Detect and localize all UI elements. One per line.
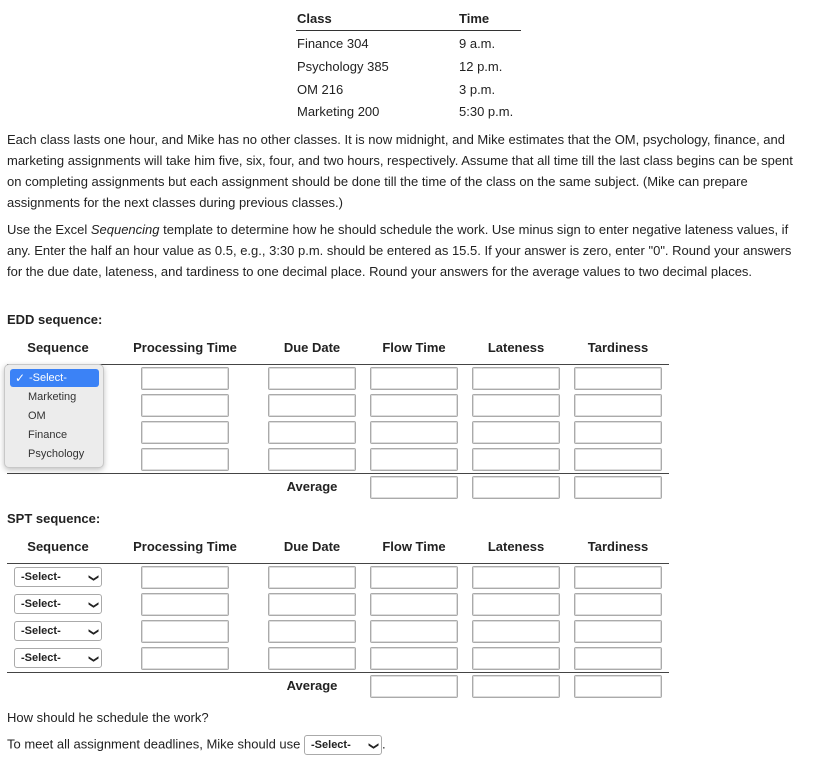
edd-col-flow-time: Flow Time [382,340,446,355]
edd-tardiness-input[interactable] [574,394,662,417]
schedule-header-divider [296,30,521,31]
spt-footer-divider [7,672,669,673]
edd-due-date-input[interactable] [268,421,356,444]
edd-tardiness-input[interactable] [574,448,662,471]
schedule-time-cell: 3 p.m. [459,82,496,97]
spt-processing-time-input[interactable] [141,566,229,589]
spt-processing-time-input[interactable] [141,620,229,643]
edd-col-sequence: Sequence [27,340,89,355]
edd-processing-time-input[interactable] [141,394,229,417]
edd-sequence-dropdown[interactable] [4,364,104,468]
dropdown-option-marketing[interactable]: Marketing [28,391,77,403]
spt-average-label: Average [286,678,338,693]
chevron-down-icon: ❯ [87,600,99,610]
time-column-header: Time [459,11,490,26]
edd-due-date-input[interactable] [268,367,356,390]
edd-footer-divider [7,473,669,474]
schedule-class-cell: OM 216 [297,82,344,97]
edd-lateness-input[interactable] [472,448,560,471]
edd-lateness-input[interactable] [472,421,560,444]
spt-due-date-input[interactable] [268,647,356,670]
spt-sequence-select[interactable]: -Select- ❯ [14,648,102,668]
edd-due-date-input[interactable] [268,448,356,471]
chevron-down-icon: ❯ [87,627,99,637]
schedule-class-cell: Finance 304 [297,36,369,51]
spt-sequence-select[interactable]: -Select- ❯ [14,594,102,614]
spt-avg-flow-time-input[interactable] [370,675,458,698]
edd-processing-time-input[interactable] [141,421,229,444]
edd-tardiness-input[interactable] [574,367,662,390]
spt-processing-time-input[interactable] [141,647,229,670]
edd-processing-time-input[interactable] [141,367,229,390]
edd-col-due-date: Due Date [283,340,341,355]
spt-lateness-input[interactable] [472,647,560,670]
spt-section-title: SPT sequence: [7,511,101,526]
edd-section-title: EDD sequence: [7,312,103,327]
spt-col-lateness: Lateness [487,539,545,554]
spt-due-date-input[interactable] [268,620,356,643]
edd-avg-lateness-input[interactable] [472,476,560,499]
spt-col-flow-time: Flow Time [382,539,446,554]
answer-sentence: To meet all assignment deadlines, Mike should use -Select- ❯ . [7,735,386,755]
dropdown-option-om[interactable]: OM [28,410,46,422]
spt-flow-time-input[interactable] [370,647,458,670]
spt-header-divider [7,563,669,564]
schedule-question: How should he schedule the work? [7,710,209,725]
spt-tardiness-input[interactable] [574,566,662,589]
problem-description: Each class lasts one hour, and Mike has no other classes. It is now midnight, and Mike estimates that the OM, psychology, finance, and marketing assignments will take him five, six, four, and two hours, respectively. Assume that all time till the last class begins can be spent on completing assignments but each assignment should be done till the time of the class on the same subject. (Mike can prepare assignments for the next classes during previous classes.) [7,132,793,210]
edd-flow-time-input[interactable] [370,448,458,471]
spt-avg-lateness-input[interactable] [472,675,560,698]
edd-header-divider [7,364,669,365]
spt-lateness-input[interactable] [472,566,560,589]
edd-col-tardiness: Tardiness [587,340,649,355]
spt-tardiness-input[interactable] [574,647,662,670]
spt-processing-time-input[interactable] [141,593,229,616]
schedule-time-cell: 9 a.m. [459,36,496,51]
edd-col-processing-time: Processing Time [133,340,237,355]
spt-lateness-input[interactable] [472,593,560,616]
edd-flow-time-input[interactable] [370,394,458,417]
schedule-time-cell: 5:30 p.m. [459,104,514,119]
dropdown-option-psychology[interactable]: Psychology [28,448,85,460]
chevron-down-icon: ❯ [87,654,99,664]
edd-avg-tardiness-input[interactable] [574,476,662,499]
spt-sequence-select[interactable]: -Select- ❯ [14,567,102,587]
chevron-down-icon: ❯ [367,741,379,751]
spt-due-date-input[interactable] [268,566,356,589]
spt-flow-time-input[interactable] [370,620,458,643]
schedule-class-cell: Psychology 385 [297,59,389,74]
spt-tardiness-input[interactable] [574,593,662,616]
instructions: Use the Excel Sequencing template to determine how he should schedule the work. Use minus sign to enter negative lateness values, if any. Enter the half an hour value as 0.5, e.g., 3:30 p.m. should be entered as 15.5. If your answer is zero, enter "0". Round your answers for the due date, lateness, and tardiness to one decimal place. Round your answers for the average values to two decimal places. [7,222,792,279]
spt-col-sequence: Sequence [27,539,89,554]
edd-average-label: Average [286,479,338,494]
edd-tardiness-input[interactable] [574,421,662,444]
spt-col-due-date: Due Date [283,539,341,554]
edd-lateness-input[interactable] [472,394,560,417]
schedule-time-cell: 12 p.m. [459,59,503,74]
edd-flow-time-input[interactable] [370,421,458,444]
spt-due-date-input[interactable] [268,593,356,616]
class-column-header: Class [297,11,332,26]
edd-col-lateness: Lateness [487,340,545,355]
dropdown-option-select[interactable]: ✓ -Select- [10,369,99,387]
spt-col-tardiness: Tardiness [587,539,649,554]
spt-col-processing-time: Processing Time [133,539,237,554]
checkmark-icon: ✓ [15,371,26,385]
spt-tardiness-input[interactable] [574,620,662,643]
spt-flow-time-input[interactable] [370,566,458,589]
chevron-down-icon: ❯ [87,573,99,583]
spt-sequence-select[interactable]: -Select- ❯ [14,621,102,641]
edd-lateness-input[interactable] [472,367,560,390]
schedule-class-cell: Marketing 200 [297,104,380,119]
spt-lateness-input[interactable] [472,620,560,643]
edd-processing-time-input[interactable] [141,448,229,471]
spt-flow-time-input[interactable] [370,593,458,616]
edd-avg-flow-time-input[interactable] [370,476,458,499]
spt-avg-tardiness-input[interactable] [574,675,662,698]
method-select[interactable]: -Select- ❯ [304,735,382,755]
edd-flow-time-input[interactable] [370,367,458,390]
dropdown-option-finance[interactable]: Finance [28,429,68,441]
edd-due-date-input[interactable] [268,394,356,417]
